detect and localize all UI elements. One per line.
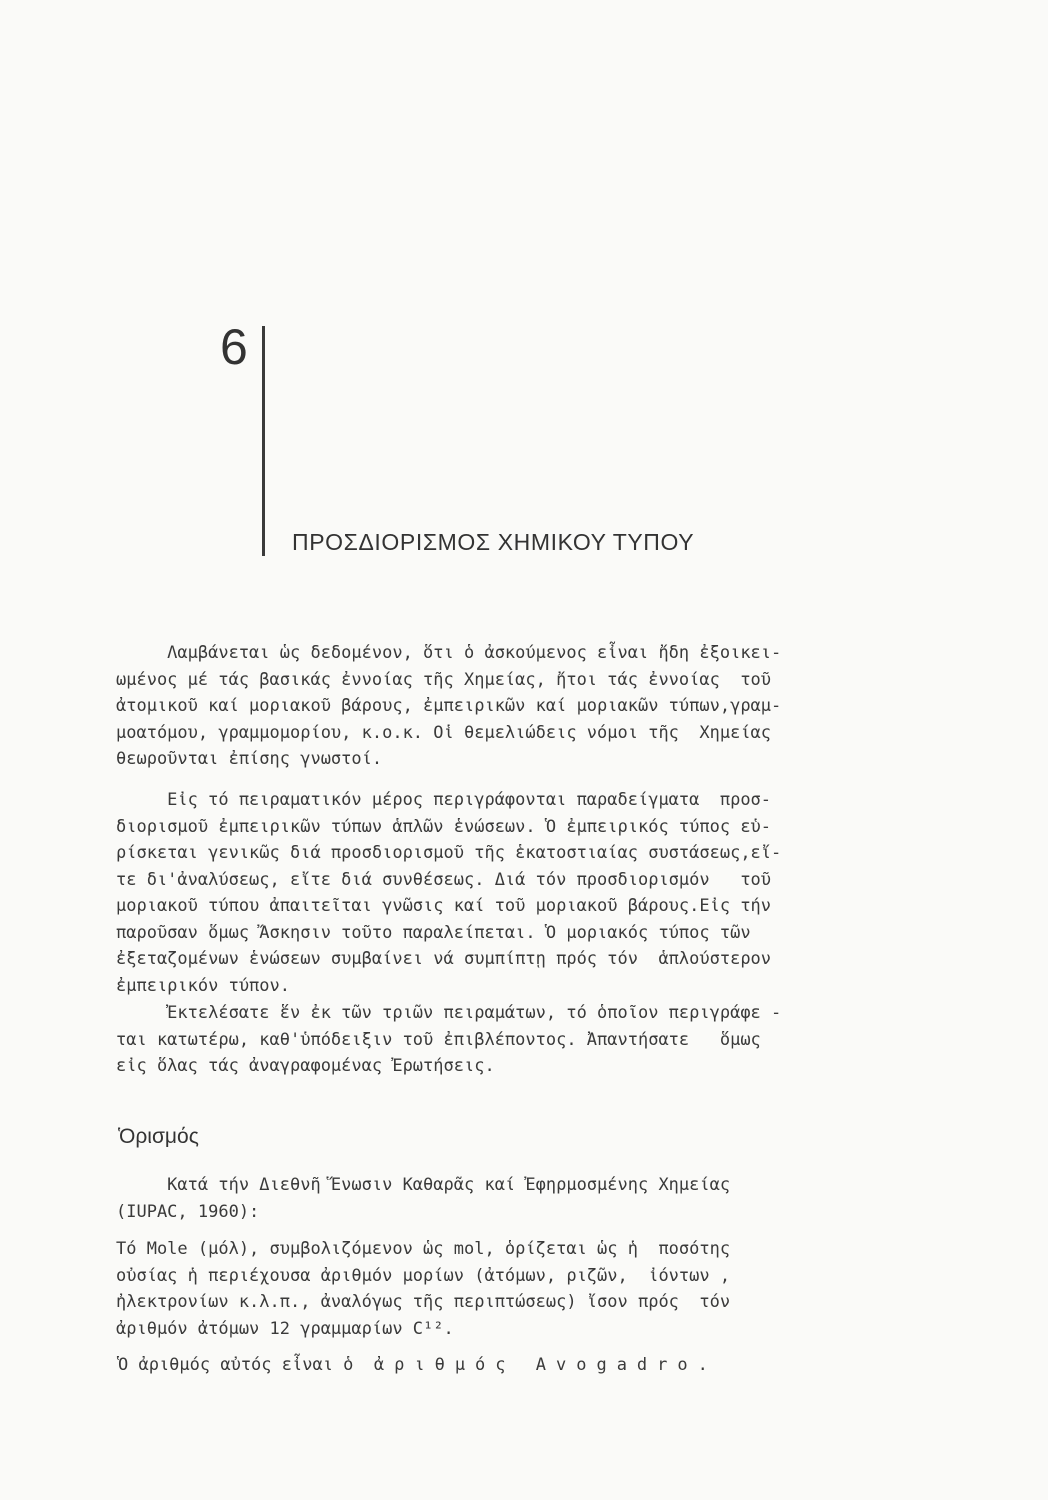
text-line — [118, 1352, 918, 1379]
text-line: εἰς ὅλας τάς ἀναγραφομένας Ἐρωτήσεις. — [116, 1056, 495, 1076]
text-line: Εἰς τό πειραματικόν μέρος περιγράφονται παραδείγματα προσ- — [116, 790, 772, 810]
text-line: ρίσκεται γενικῶς διά προσδιορισμοῦ τῆς ἑκατοστιαίας συστάσεως,εἴ- — [116, 843, 782, 863]
avogadro-prefix: Ὁ ἀριθμός αὐτός εἶναι ὁ — [118, 1355, 374, 1375]
text-line: μοατόμου, γραμμομορίου, κ.ο.κ. Οἱ θεμελιώδεις νόμοι τῆς Χημείας — [116, 722, 772, 743]
text-line: ἀριθμόν ἀτόμων 12 γραμμαρίων C¹². — [116, 1318, 454, 1339]
avogadro-spaced-term: ἀριθμός Avogadro. — [373, 1355, 718, 1375]
paragraph-experimental — [116, 787, 916, 999]
text-line: ται κατωτέρω, καθ'ὑπόδειξιν τοῦ ἐπιβλέποντος. Ἀπαντήσατε ὅμως — [116, 1029, 761, 1050]
text-line: ἐξεταζομένων ἑνώσεων συμβαίνει νά συμπίπτῃ πρός τόν ἁπλούστερον — [116, 949, 772, 969]
text-line: Ἐκτελέσατε ἕν ἐκ τῶν τριῶν πειραμάτων, τό ὁποῖον περιγράφε - — [116, 1003, 782, 1023]
text-line: ἐμπειρικόν τύπον. — [116, 975, 290, 996]
section-heading-definition: Ὁρισμός — [118, 1125, 199, 1148]
chapter-number: 6 — [220, 319, 248, 375]
text-line: διορισμοῦ ἐμπειρικῶν τύπων ἁπλῶν ἑνώσεων. Ὁ ἐμπειρικός τύπος εὑ- — [116, 816, 772, 837]
text-line: παροῦσαν ὅμως Ἄσκησιν τοῦτο παραλείπεται. Ὁ μοριακός τύπος τῶν — [116, 922, 751, 943]
text-line: τε δι'ἀναλύσεως, εἴτε διά συνθέσεως. Διά τόν προσδιορισμόν τοῦ — [116, 869, 772, 890]
chapter-vertical-rule — [262, 326, 265, 556]
text-line: θεωροῦνται ἐπίσης γνωστοί. — [116, 749, 383, 769]
paragraph-instructions — [116, 1000, 916, 1080]
text-line: ἠλεκτρονίων κ.λ.π., ἀναλόγως τῆς περιπτώσεως) ἴσον πρός τόν — [116, 1292, 731, 1312]
text-line: Κατά τήν Διεθνῆ Ἕνωσιν Καθαρᾶς καί Ἐφηρμοσμένης Χημείας — [116, 1175, 731, 1195]
definition-text — [116, 1236, 916, 1342]
text-line: Λαμβάνεται ὡς δεδομένον, ὅτι ὁ ἀσκούμενος εἶναι ἤδη ἐξοικει- — [116, 643, 782, 663]
text-line: (IUPAC, 1960): — [116, 1201, 260, 1222]
text-line: ωμένος μέ τάς βασικάς ἐννοίας τῆς Χημείας, ἤτοι τάς ἐννοίας τοῦ — [116, 669, 772, 690]
avogadro-line — [118, 1352, 918, 1379]
text-line: Τό Mole (μόλ), συμβολιζόμενον ὡς mol, ὁρίζεται ὡς ἡ ποσότης — [116, 1239, 731, 1259]
text-line: οὐσίας ἡ περιέχουσα ἀριθμόν μορίων (ἀτόμων, ριζῶν, ἰόντων , — [116, 1265, 731, 1286]
text-line: ἀτομικοῦ καί μοριακοῦ βάρους, ἐμπειρικῶν καί μοριακῶν τύπων,γραμ- — [116, 696, 782, 716]
definition-intro — [116, 1172, 916, 1225]
text-line: μοριακοῦ τύπου ἀπαιτεῖται γνῶσις καί τοῦ μοριακοῦ βάρους.Εἰς τήν — [116, 896, 772, 916]
paragraph-intro — [116, 640, 916, 773]
chapter-title: ΠΡΟΣΔΙΟΡΙΣΜΟΣ ΧΗΜΙΚΟΥ ΤΥΠΟΥ — [292, 529, 695, 555]
